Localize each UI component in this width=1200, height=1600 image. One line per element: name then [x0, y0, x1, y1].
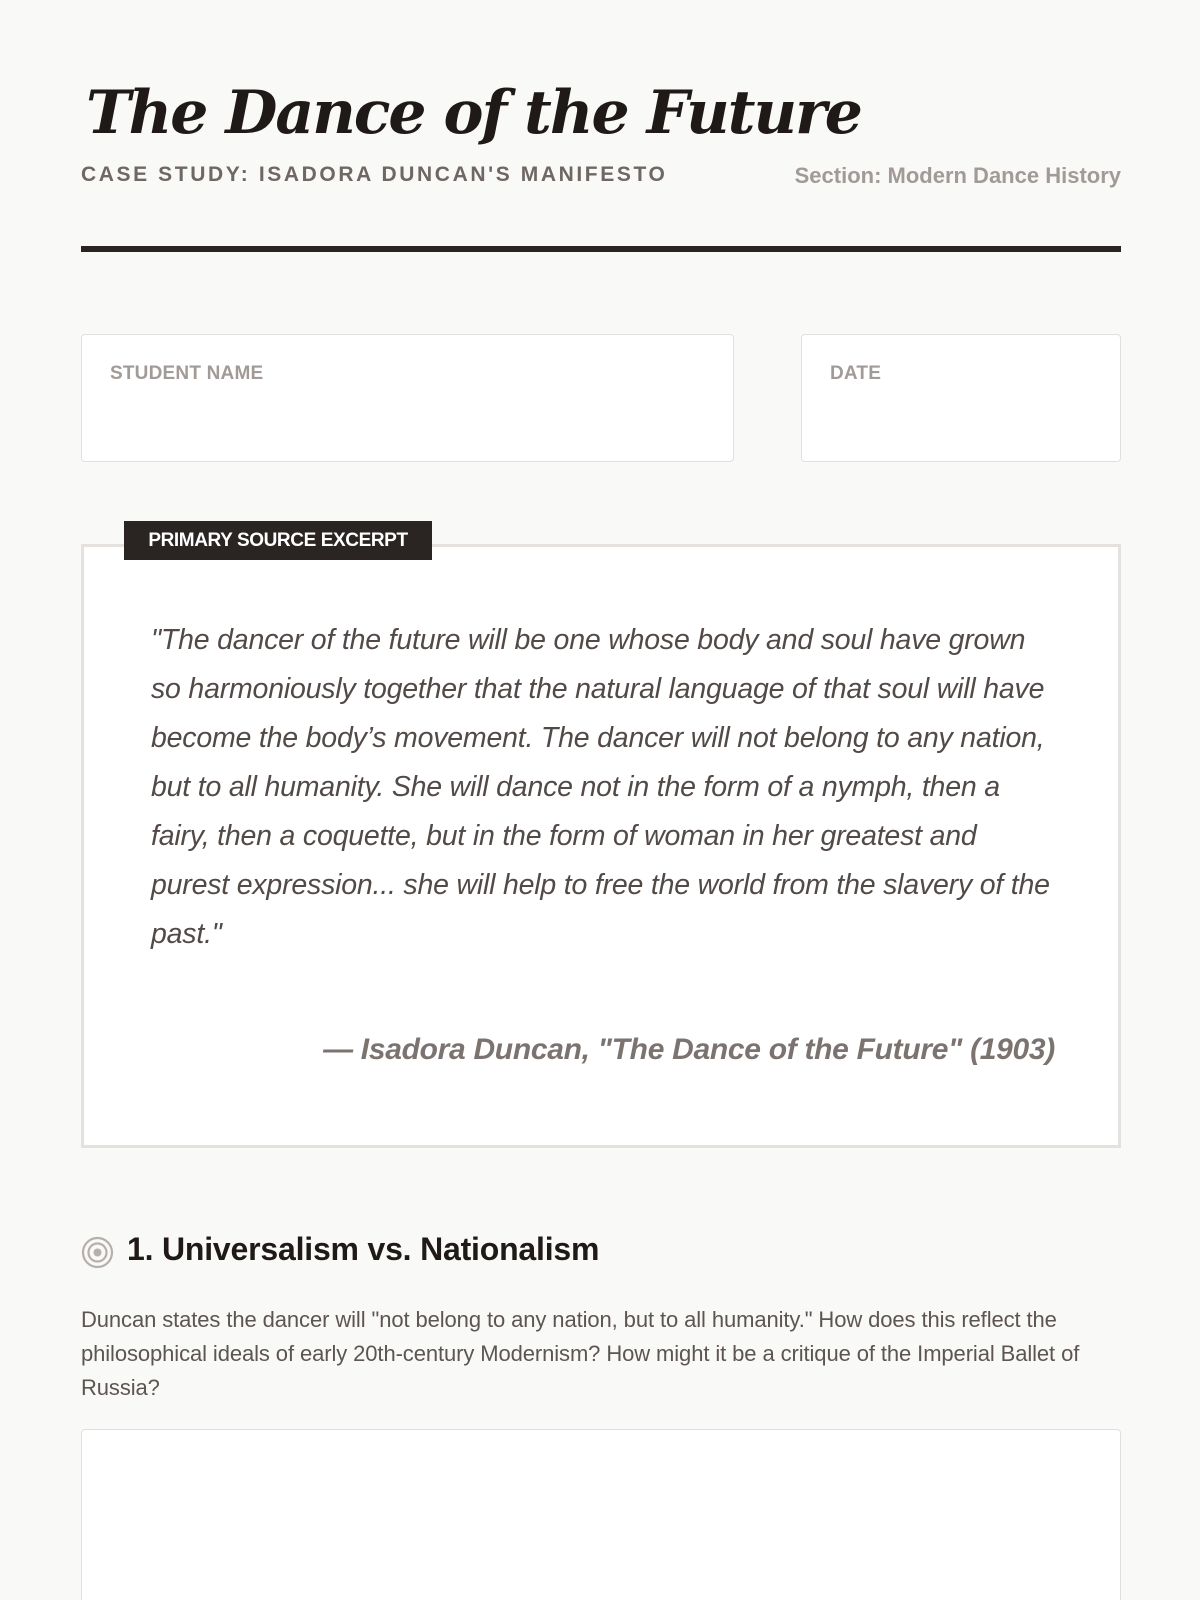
student-name-label: STUDENT NAME: [110, 363, 264, 384]
date-field[interactable]: [801, 334, 1121, 462]
section-label: Section: Modern Dance History: [794, 163, 1121, 188]
source-attribution: — Isadora Duncan, "The Dance of the Future" (1903): [323, 1033, 1055, 1066]
header-divider: [81, 246, 1121, 252]
primary-source-tag: PRIMARY SOURCE EXCERPT: [124, 521, 432, 560]
date-input[interactable]: [828, 395, 1094, 441]
source-quote: "The dancer of the future will be one whose body and soul have grown so harmoniously together that the natural language of that soul will have become the body’s movement. The dancer will not belong to any nation, but to all humanity. She will dance not in the form of a nymph, then a fairy, then a coquette, but in the form of woman in her greatest and purest expression... she will help to free the world from the slavery of the past.": [151, 624, 1050, 950]
student-name-input[interactable]: [108, 395, 707, 441]
case-study-subtitle: CASE STUDY: ISADORA DUNCAN'S MANIFESTO: [81, 163, 668, 186]
question-1-answer[interactable]: [81, 1429, 1121, 1600]
question-1-title: 1. Universalism vs. Nationalism: [127, 1231, 600, 1267]
date-label: DATE: [830, 363, 882, 384]
page-title: The Dance of the Future: [86, 78, 861, 148]
student-name-field[interactable]: [81, 334, 734, 462]
target-icon: [81, 1236, 114, 1269]
question-1-prompt: Duncan states the dancer will "not belong to any nation, but to all humanity." How does this reflect the philosophical ideals of early 20th-century Modernism? How might it be a critique of the Imperial Ballet of Russia?: [81, 1307, 1080, 1400]
